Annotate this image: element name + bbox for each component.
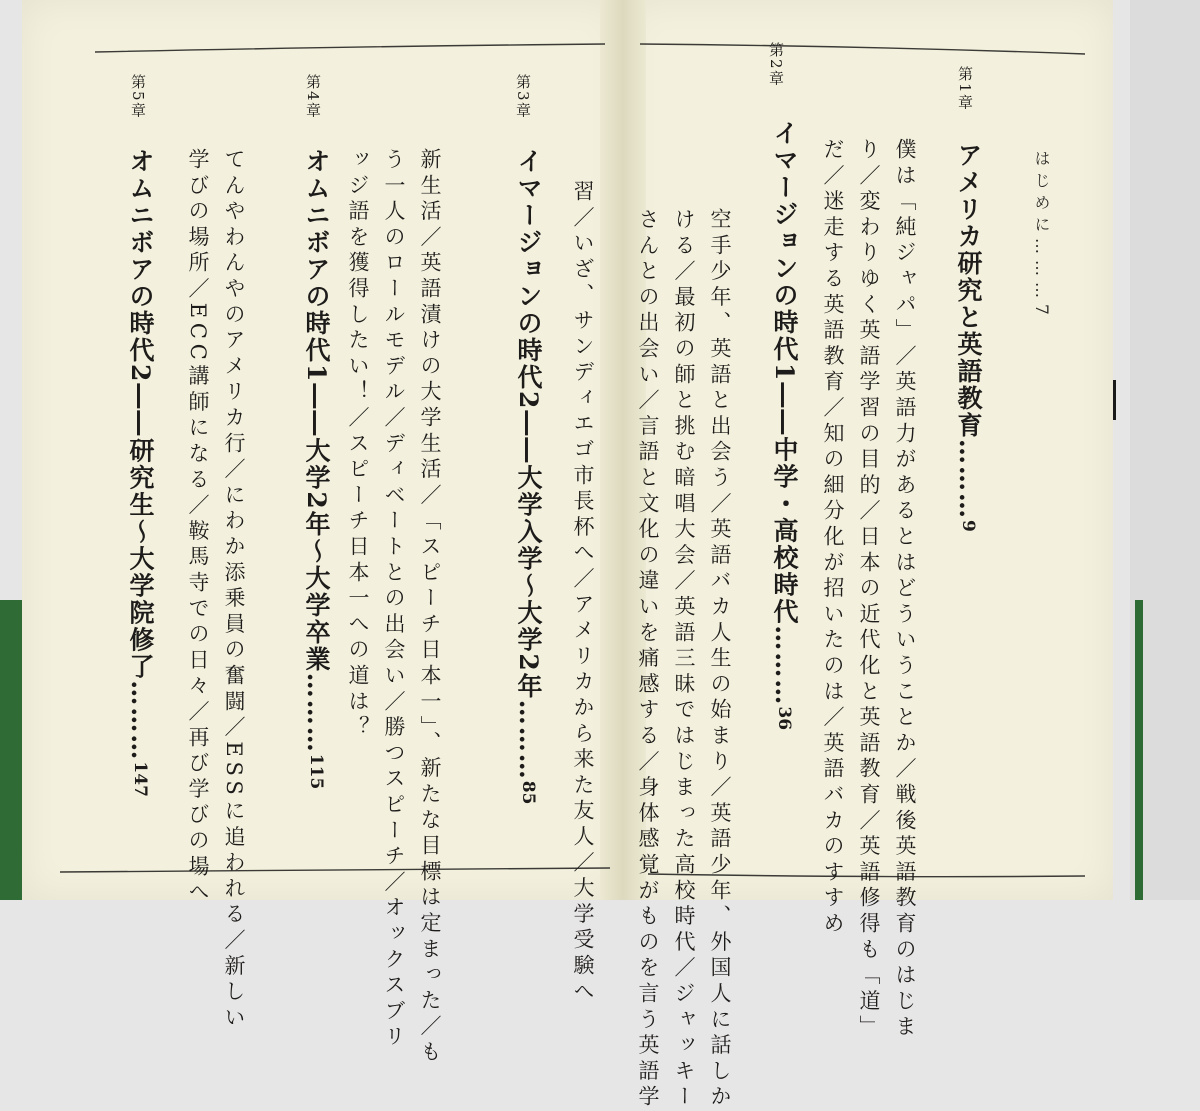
chapter-2-summary: 空手少年、英語と出会う／英語バカ人生の始まり／英語少年、外国人に話しか ける／最初の師と挑む暗唱大会／英語三昧ではじまった高校時代／ジャッキー さんとの出会い／言語と文化の違いを痛感する／身体感覚がものを言う英語学 (636, 208, 732, 1111)
chapter-2-label: 第2章 (767, 42, 785, 88)
chapter-5-label: 第5章 (129, 74, 147, 120)
chapter-2-title[interactable]: イマージョンの時代1――中学・高校時代………36 (770, 120, 799, 731)
chapter-3-label: 第3章 (514, 74, 532, 120)
chapter-2-summary-continued: 習／いざ、サンディエゴ市長杯へ／アメリカから来た友人／大学受験へ (571, 180, 595, 1006)
chapter-1-title[interactable]: アメリカ研究と英語教育………9 (954, 142, 983, 532)
chapter-4-title[interactable]: オムニボアの時代1――大学2年〜大学卒業………115 (302, 148, 331, 790)
chapter-4-label: 第4章 (304, 74, 322, 120)
chapter-3-title[interactable]: イマージョンの時代2――大学入学〜大学2年………85 (514, 148, 543, 805)
book-cover-edge (0, 600, 22, 900)
chapter-5-title[interactable]: オムニボアの時代2――研究生〜大学院修了………147 (126, 148, 155, 797)
book-cover-spine-edge (1135, 600, 1143, 900)
chapter-4-summary: てんやわんやのアメリカ行／にわか添乗員の奮闘／ESSに追われる／新しい 学びの場所／ECC講師になる／鞍馬寺での日々／再び学びの場へ (186, 148, 246, 1032)
chapter-3-summary: 新生活／英語漬けの大学生活／「スピーチ日本一」、新たな目標は定まった／も う一人のロールモデル／ディベートとの出会い／勝つスピーチ／オックスブリ ッジ語を獲得したい！／スピーチ日本一への道は？ (346, 148, 442, 1067)
chapter-1-label: 第1章 (956, 66, 974, 112)
toc-intro[interactable]: はじめに………7 (1031, 150, 1051, 315)
chapter-1-summary: 僕は「純ジャパ」／英語力があるとはどういうことか／戦後英語教育のはじま り／変わりゆく英語学習の目的／日本の近代化と英語教育／英語修得も「道」 だ／迷走する英語教育／知の細分化が招いたのは／英語バカのすすめ (821, 138, 917, 1041)
